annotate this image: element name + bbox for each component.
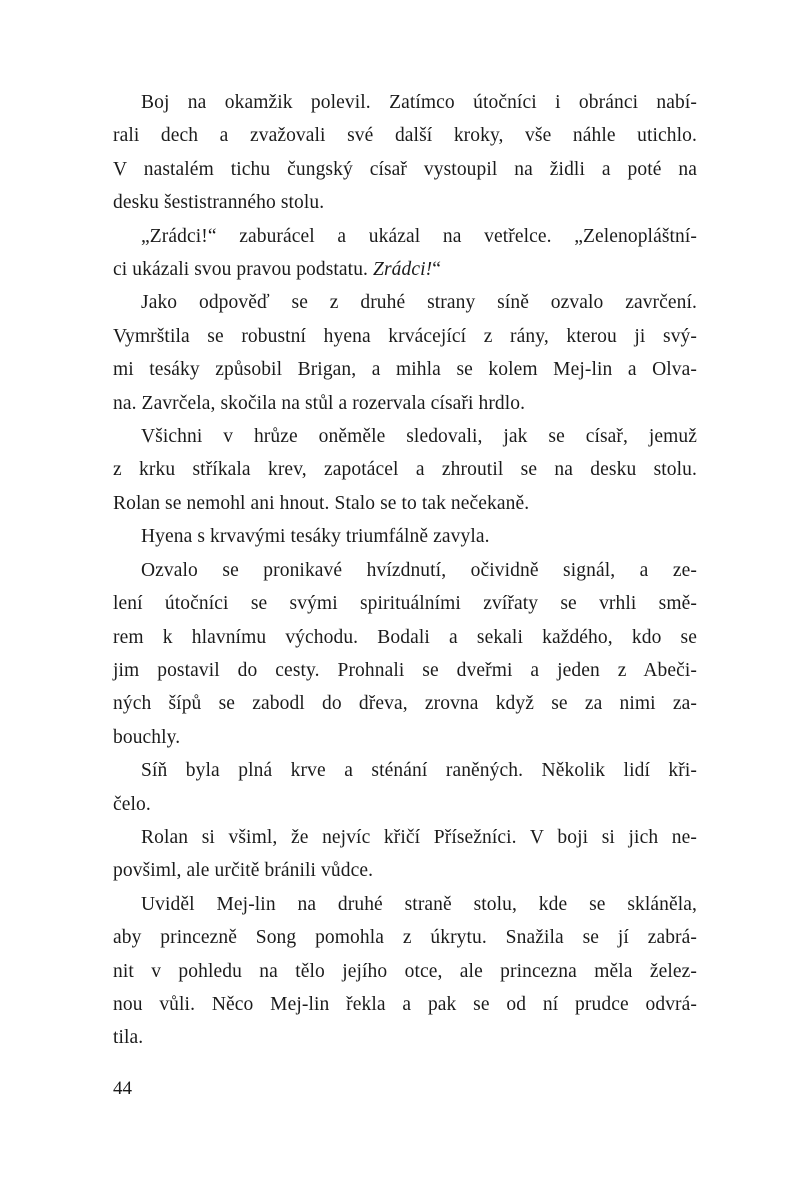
text-line: nou vůli. Něco Mej-lin řekla a pak se od ní prudce odvrá- — [113, 993, 697, 1015]
text-line: z krku stříkala krev, zapotácel a zhroutil se na desku stolu. — [113, 459, 697, 481]
text-line: ci ukázali svou pravou podstatu. Zrádci!“ — [113, 259, 441, 281]
text-line: Boj na okamžik polevil. Zatímco útočníci i obránci nabí- — [141, 92, 697, 113]
text-line: ných šípů se zabodl do dřeva, zrovna když se za nimi za- — [113, 693, 697, 715]
text-line: rali dech a zvažovali své další kroky, vše náhle utichlo. — [113, 125, 697, 147]
text-block — [113, 86, 697, 1055]
text-line: Vymrštila se robustní hyena krvácející z rány, kterou ji svý- — [113, 325, 697, 347]
text-line: Všichni v hrůze oněměle sledovali, jak se císař, jemuž — [141, 426, 697, 448]
text-line: V nastalém tichu čungský císař vystoupil na židli a poté na — [113, 158, 697, 180]
paragraph — [113, 286, 697, 420]
paragraph — [113, 888, 697, 1055]
text-line: čelo. — [113, 793, 151, 815]
text-line: Rolan se nemohl ani hnout. Stalo se to tak nečekaně. — [113, 492, 530, 514]
text-line: tila. — [113, 1027, 144, 1049]
text-line: desku šestistranného stolu. — [113, 192, 325, 214]
text-line: Uviděl Mej-lin na druhé straně stolu, kde se skláněla, — [141, 893, 697, 915]
text-line: bouchly. — [113, 726, 181, 748]
text-line: nit v pohledu na tělo jejího otce, ale princezna měla želez- — [113, 960, 697, 982]
text-line: Jako odpověď se z druhé strany síně ozvalo zavrčení. — [141, 292, 697, 314]
page-number: 44 — [113, 1078, 132, 1099]
text-line: „Zrádci!“ zaburácel a ukázal na vetřelce. „Zelenopláštní- — [141, 225, 697, 247]
paragraph — [113, 554, 697, 754]
paragraph — [113, 821, 697, 888]
text-line: povšiml, ale určitě bránili vůdce. — [113, 860, 374, 882]
text-line: mi tesáky způsobil Brigan, a mihla se kolem Mej-lin a Olva- — [113, 359, 697, 381]
paragraph — [113, 754, 697, 821]
text-line: na. Zavrčela, skočila na stůl a rozervala císaři hrdlo. — [113, 392, 526, 414]
paragraph — [113, 520, 697, 553]
text-line: aby princezně Song pomohla z úkrytu. Snažila se jí zabrá- — [113, 927, 697, 949]
paragraph — [113, 86, 697, 220]
text-line: Síň byla plná krve a sténání raněných. Několik lidí kři- — [141, 760, 697, 782]
paragraph — [113, 220, 697, 287]
text-line: jim postavil do cesty. Prohnali se dveřmi a jeden z Abeči- — [113, 659, 697, 681]
paragraph — [113, 420, 697, 520]
text-line: lení útočníci se svými spirituálními zvířaty se vrhli smě- — [113, 593, 697, 615]
text-line: Rolan si všiml, že nejvíc křičí Přísežníci. V boji si jich ne- — [141, 826, 697, 848]
text-line: Ozvalo se pronikavé hvízdnutí, očividně signál, a ze- — [141, 559, 697, 581]
text-line: rem k hlavnímu východu. Bodali a sekali každého, kdo se — [113, 626, 697, 648]
text-line: Hyena s krvavými tesáky triumfálně zavyla. — [141, 526, 490, 548]
